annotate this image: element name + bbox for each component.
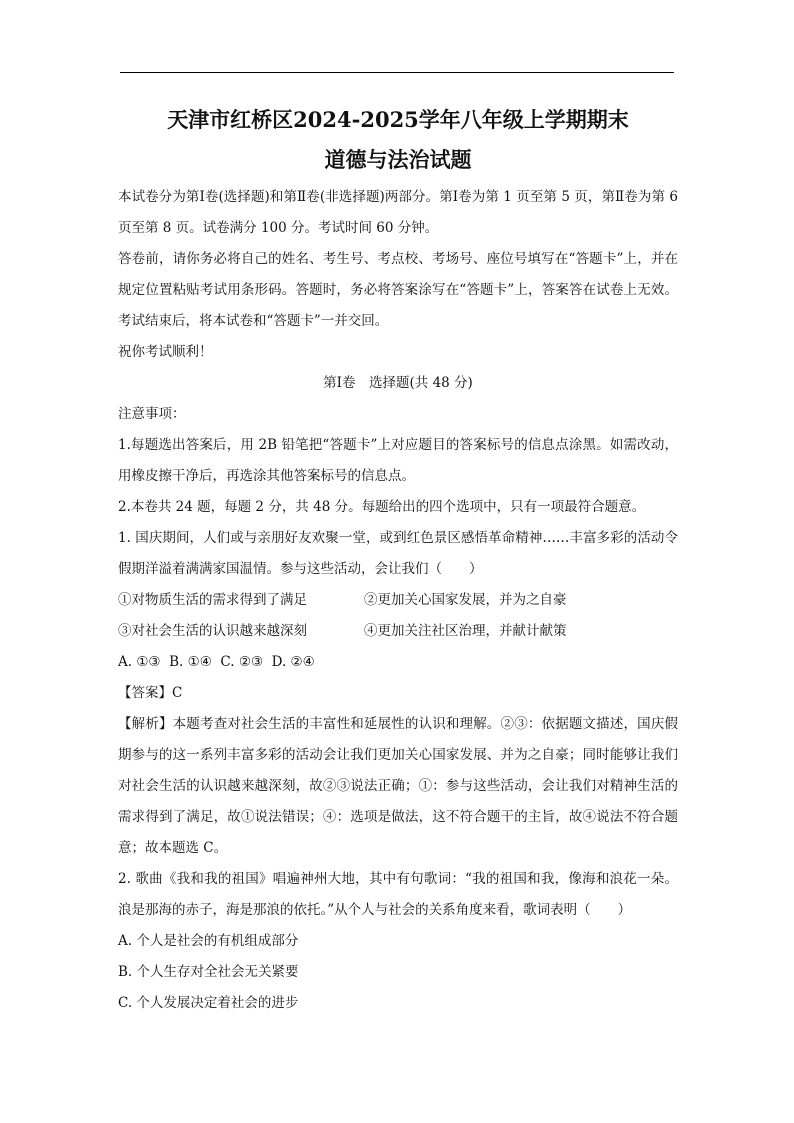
exam-subtitle: 道德与法治试题 (324, 147, 472, 172)
question-2-option-b: B. 个人生存对全社会无关紧要 (118, 964, 299, 980)
exam-page (118, 100, 678, 1019)
question-1-option-2: ②更加关心国家发展，并为之自豪 (364, 592, 567, 608)
section-title: 第Ⅰ卷 选择题(共 48 分) (323, 375, 473, 391)
question-2-option-a: A. 个人是社会的有机组成部分 (118, 933, 299, 949)
question-1-analysis: 【解析】本题考查对社会生活的丰富性和延展性的认识和理解。②③：依据题文描述，国庆假期参与的这一系列丰富多彩的活动会让我们更加关心国家发展、并为之自豪；同时能够让我们对社会生活的认识越来越深刻，故②③说法正确；①：参与这些活动，会让我们对精神生活的需求得到了满足，故①说法错误；④：选项是做法，这不符合题干的主旨，故④说法不符合题意；故本题选 C。 (118, 716, 678, 856)
question-1-answer: 【答案】C (118, 685, 183, 701)
question-1-option-1: ①对物质生活的需求得到了满足 (118, 592, 307, 608)
question-1-option-3: ③对社会生活的认识越来越深刻 (118, 623, 307, 639)
header-rule (120, 72, 674, 73)
intro-blessing: 祝你考试顺利！ (118, 344, 213, 360)
question-1-options-row-1 (118, 585, 678, 616)
question-1-option-4: ④更加关注社区治理，并献计献策 (364, 623, 567, 639)
question-2-stem: 2. 歌曲《我和我的祖国》唱遍神州大地，其中有句歌词：“我的祖国和我，像海和浪花一朵。浪是那海的赤子，海是那浪的依托。”从个人与社会的关系角度来看，歌词表明（ ） (118, 871, 678, 918)
notice-heading: 注意事项： (118, 406, 186, 422)
question-1-options-row-2 (118, 616, 678, 647)
question-1-stem: 1. 国庆期间，人们或与亲朋好友欢聚一堂，或到红色景区感悟革命精神……丰富多彩的活动令假期洋溢着满满家国温情。参与这些活动，会让我们（ ） (118, 530, 678, 577)
notice-item-2: 2.本卷共 24 题，每题 2 分，共 48 分。每题给出的四个选项中，只有一项最符合题意。 (118, 499, 646, 515)
notice-item-1: 1.每题选出答案后，用 2B 铅笔把“答题卡”上对应题目的答案标号的信息点涂黑。如需改动，用橡皮擦干净后，再选涂其他答案标号的信息点。 (118, 437, 678, 484)
question-1-choices: A. ①③ B. ①④ C. ②③ D. ②④ (118, 654, 315, 670)
intro-paragraph-2: 答卷前，请你务必将自己的姓名、考生号、考点校、考场号、座位号填写在“答题卡”上，并在规定位置粘贴考试用条形码。答题时，务必将答案涂写在“答题卡”上，答案答在试卷上无效。考试结束后，将本试卷和“答题卡”一并交回。 (118, 251, 678, 329)
question-2-option-c: C. 个人发展决定着社会的进步 (118, 995, 299, 1011)
exam-title: 天津市红桥区2024-2025学年八年级上学期期末 (167, 107, 629, 132)
intro-paragraph-1: 本试卷分为第Ⅰ卷(选择题)和第Ⅱ卷(非选择题)两部分。第Ⅰ卷为第 1 页至第 5 页，第Ⅱ卷为第 6 页至第 8 页。试卷满分 100 分。考试时间 60 分钟。 (118, 189, 678, 236)
